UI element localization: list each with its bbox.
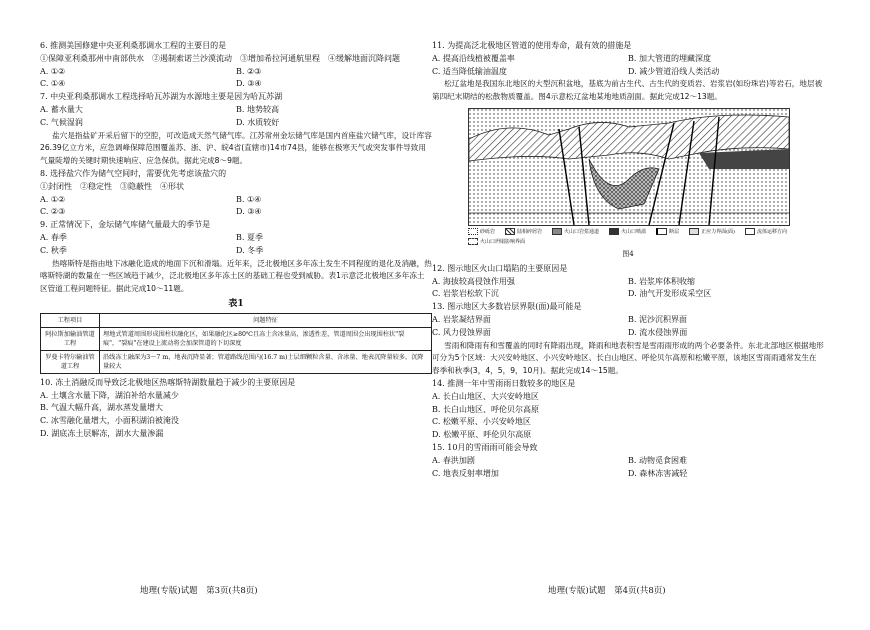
figure-legend	[468, 228, 798, 246]
q14-option-b[interactable]: B. 长白山地区、呼伦贝尔高原	[432, 404, 539, 414]
q10-option-a[interactable]: A. 土壤含水量下降，湖泊补给水量减少	[40, 390, 179, 400]
table-cell-feature: 沿线冻土融深为3～7 m，地表沉降显著；管道路线范围内(16.7 m)土层细颗粒含量、含冰量、地表沉降量较多，沉降量较大	[100, 350, 432, 373]
q15-options	[432, 455, 824, 481]
q14-option-c[interactable]: C. 松嫩平原、小兴安岭地区	[432, 417, 531, 427]
q6-items: ①保障亚利桑那州中南部供水 ②遏制索诺兰沙漠流动 ③增加希拉河通航里程 ④缓解地面沉降问题	[40, 53, 400, 63]
q11-option-a[interactable]: A. 提高沿线植被覆盖率	[432, 53, 515, 63]
q13-options	[432, 314, 824, 340]
table-cell-project: 罗曼卡特尔输油管道工程	[41, 350, 100, 373]
geologic-profile-svg	[469, 109, 789, 225]
legend-item: 砂砾岩	[468, 228, 495, 236]
q9-options	[40, 232, 432, 258]
legend-item: 流体运移方向	[745, 228, 787, 236]
q13-option-c[interactable]: C. 风力侵蚀界面	[432, 327, 491, 337]
legend-item: 陆相碎屑岩	[505, 228, 542, 236]
q9-stem: 9. 正常情况下，金坛储气库储气量最大的季节是	[40, 220, 211, 230]
q14-option-a[interactable]: A. 长白山地区、大兴安岭地区	[432, 391, 539, 401]
q15-option-b[interactable]: B. 动物觅食困难	[628, 455, 687, 465]
q9-option-c[interactable]: C. 秋季	[40, 245, 67, 255]
q8-stem: 8. 选择盐穴作为储气空间时，需要优先考虑该盐穴的	[40, 168, 227, 178]
q6-option-a[interactable]: A. ①②	[40, 66, 66, 76]
q15-option-a[interactable]: A. 春洪加剧	[432, 455, 475, 465]
q13-stem: 13. 图示地区大多数岩层界限(面)最可能是	[432, 302, 582, 312]
legend-item: 火山口坍塌影响界面	[468, 238, 525, 246]
problem-table	[40, 313, 432, 374]
right-page-footer: 地理(专版)试题 第4页(共8页)	[548, 586, 666, 596]
q8-option-d[interactable]: D. ③④	[236, 207, 262, 217]
q14-stem: 14. 推测一年中雪雨雨日数较多的地区是	[432, 378, 576, 388]
left-page	[40, 40, 432, 441]
legend-item: 断层	[656, 228, 679, 236]
q10-option-b[interactable]: B. 气温大幅升高，湖水蒸发量增大	[40, 403, 163, 413]
q11-options	[432, 53, 824, 79]
q12-option-c[interactable]: C. 岩浆岩松软下沉	[432, 289, 499, 299]
q8-option-a[interactable]: A. ①②	[40, 194, 66, 204]
q7-stem: 7. 中央亚利桑那调水工程选择哈瓦苏湖为水源地主要是因为哈瓦苏湖	[40, 92, 283, 102]
table-header-feature: 问题特征	[100, 313, 432, 327]
q9-option-d[interactable]: D. 冬季	[236, 245, 264, 255]
q12-stem: 12. 图示地区火山口塌陷的主要原因是	[432, 263, 568, 273]
table-row	[41, 327, 432, 350]
passage-8-9: 盐穴是指盐矿开采后留下的空腔，可改造成天然气储气库。江苏常州金坛储气库是国内首座盐穴储气库，设计库容26.39亿立方米，应急调峰保障范围覆盖苏、浙、沪、皖4省(直辖市)14市74县，能够在极寒天气或突发事件导致用气量陡增的关键时期快速响应、应急保供。据此完成8～9题。	[40, 130, 432, 166]
q12-option-b[interactable]: B. 岩浆库体积收缩	[628, 276, 695, 286]
table-cell-project: 阿拉斯加输油管道工程	[41, 327, 100, 350]
q9-option-a[interactable]: A. 春季	[40, 232, 67, 242]
legend-item: 火山口岩浆通道	[552, 228, 599, 236]
q6-options	[40, 66, 432, 92]
q13-option-d[interactable]: D. 流水侵蚀界面	[628, 327, 688, 337]
passage-12-13: 松辽盆地是我国东北地区的大型沉积盆地，基底为前古生代、古生代的变质岩、岩浆岩(如玢珠岩)等岩石，地层被第四纪末期结的松散物质覆盖。图4示意松辽盆地某地地质剖面。据此完成12～13题。	[432, 79, 823, 102]
q7-option-b[interactable]: B. 地势较高	[236, 104, 279, 114]
table-header-row	[41, 313, 432, 327]
q6-option-d[interactable]: D. ③④	[236, 79, 262, 89]
q10-option-c[interactable]: C. 冰雪融化量增大，小面积湖泊被淹没	[40, 416, 179, 426]
q11-stem: 11. 为提高泛北极地区管道的使用寿命，最有效的措施是	[432, 41, 632, 50]
q7-options	[40, 104, 432, 130]
geologic-profile-figure	[468, 108, 790, 226]
q7-option-d[interactable]: D. 水质较好	[236, 117, 280, 127]
q10-option-d[interactable]: D. 湖底冻土层解冻，湖水大量渗漏	[40, 428, 164, 438]
q12-options	[432, 276, 824, 302]
passage-10-11: 热喀斯特是指由地下冰融化造成的地面下沉和滑塌。近年来，泛北极地区多年冻土发生不同程度的退化及消融，热喀斯特湖的数量在一些区域趋于减少，泛北极地区多年冻土区的基础工程也受到威胁。表1示意泛北极地区多年冻土区管道工程问题特征。据此完成10～11题。	[40, 258, 432, 294]
q8-options	[40, 194, 432, 220]
q15-stem: 15. 10月的雪雨雨可能会导致	[432, 442, 538, 452]
table-header-project: 工程项目	[41, 313, 100, 327]
table-cell-feature: 埋地式管道周围形成围柱状融化区，如果融化区≥80℃且冻土含冰量高，渗透性差，管道周围会出现围柱状"裂痕"，"裂痕"在建设上流动将会加深管道的下切深度	[100, 327, 432, 350]
q8-items: ①封闭性 ②稳定性 ③隐蔽性 ④形状	[40, 181, 184, 191]
q11-option-c[interactable]: C. 适当降低输油温度	[432, 66, 507, 76]
q11-option-d[interactable]: D. 减少管道沿线人类活动	[628, 66, 720, 76]
q6-option-c[interactable]: C. ①④	[40, 79, 66, 89]
q12-option-d[interactable]: D. 油气开发形成采空区	[628, 289, 712, 299]
q14-option-d[interactable]: D. 松嫩平原、呼伦贝尔高原	[432, 430, 532, 440]
left-page-footer: 地理(专版)试题 第3页(共8页)	[140, 586, 258, 596]
q8-option-c[interactable]: C. ②③	[40, 207, 66, 217]
q6-stem: 6. 推测美国修建中央亚利桑那调水工程的主要目的是	[40, 41, 227, 50]
q8-option-b[interactable]: B. ①④	[236, 194, 262, 204]
q15-option-d[interactable]: D. 森林冻害减轻	[628, 468, 688, 478]
table-title: 表1	[228, 298, 244, 309]
q6-option-b[interactable]: B. ②③	[236, 66, 262, 76]
q11-option-b[interactable]: B. 加大管道的埋藏深度	[628, 53, 711, 63]
table-row	[41, 350, 432, 373]
q9-option-b[interactable]: B. 夏季	[236, 232, 263, 242]
passage-14-15: 雪雨和降雨有和雪覆盖的同时有降雨出现，降雨和地表积雪是雪雨雨形成的两个必要条件。东北北部地区根据地形可分为5个区域：大兴安岭地区、小兴安岭地区、长白山地区、呼伦贝尔高原和松嫩平原，该地区雪雨雨通常发生在春季和秋季(3，4，5，9，10月)。据此完成14～15题。	[432, 340, 824, 376]
q7-option-a[interactable]: A. 蓄水量大	[40, 104, 83, 114]
legend-item: 正应力界面(面)	[689, 228, 735, 236]
q12-option-a[interactable]: A. 海拔较高侵蚀作用强	[432, 276, 515, 286]
figure-caption: 图4	[622, 249, 634, 258]
q13-option-b[interactable]: B. 泥沙沉积界面	[628, 314, 687, 324]
q10-stem: 10. 冻土消融反而导致泛北极地区热喀斯特湖数量趋于减少的主要原因是	[40, 377, 296, 387]
q13-option-a[interactable]: A. 岩浆凝结界面	[432, 314, 491, 324]
q15-option-c[interactable]: C. 地表反射率增加	[432, 468, 499, 478]
right-page	[432, 40, 824, 480]
legend-item: 火山口喷溢	[609, 228, 646, 236]
q7-option-c[interactable]: C. 气候湿润	[40, 117, 83, 127]
